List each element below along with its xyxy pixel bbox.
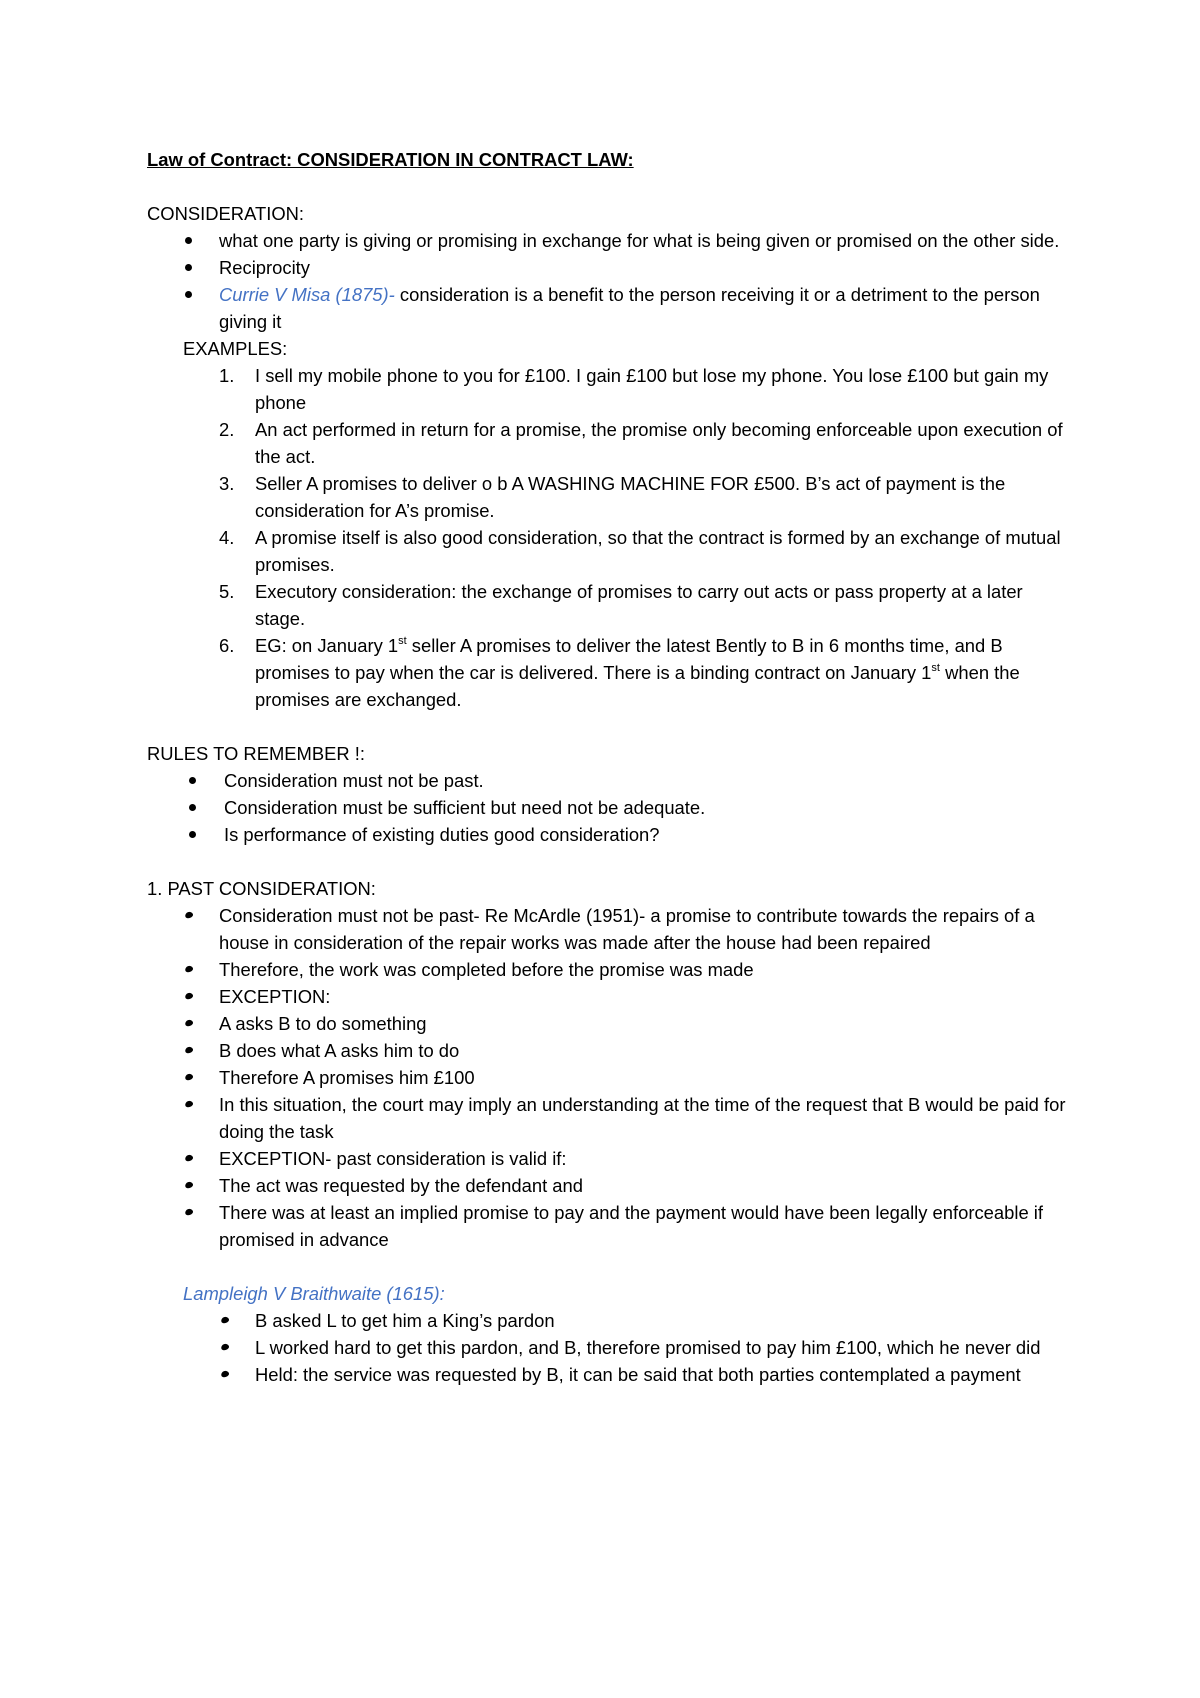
superscript: st [931, 661, 940, 674]
superscript: st [398, 634, 407, 647]
list-item [147, 281, 1067, 335]
past-consideration-heading: 1. PAST CONSIDERATION: [147, 878, 376, 899]
list-item [147, 470, 1067, 524]
consideration-heading: CONSIDERATION: [147, 203, 305, 224]
list-item: EXCEPTION- past consideration is valid if: [147, 1145, 1067, 1172]
list-item: EXCEPTION: [147, 983, 1067, 1010]
list-item: Held: the service was requested by B, it can be said that both parties contemplated a payment [147, 1361, 1067, 1388]
past-consideration-list [147, 902, 1067, 1253]
document-body [147, 146, 1067, 1388]
case-heading-lampleigh: Lampleigh V Braithwaite (1615): [183, 1283, 445, 1304]
item-number: 6. [219, 635, 235, 656]
examples-list [147, 362, 1067, 713]
examples-label: EXAMPLES: [183, 338, 288, 359]
example-text: A promise itself is also good consideration, so that the contract is formed by an exchange of mutual promises. [255, 527, 1061, 575]
list-item: Consideration must be sufficient but need not be adequate. [147, 794, 1067, 821]
list-item: Therefore A promises him £100 [147, 1064, 1067, 1091]
consideration-bullets [147, 227, 1067, 335]
spacer [147, 1253, 1067, 1280]
list-item: Therefore, the work was completed before the promise was made [147, 956, 1067, 983]
list-item: In this situation, the court may imply an understanding at the time of the request that B would be paid for doing the task [147, 1091, 1067, 1145]
rules-heading: RULES TO REMEMBER !: [147, 743, 366, 764]
list-item [147, 578, 1067, 632]
list-item [147, 416, 1067, 470]
currie-text: consideration is a benefit to the person receiving it or a detriment to the person giving it [219, 284, 1040, 332]
list-item [147, 362, 1067, 416]
list-item [147, 524, 1067, 578]
list-item [147, 632, 1067, 713]
list-item: The act was requested by the defendant and [147, 1172, 1067, 1199]
list-item: Consideration must not be past- Re McArdle (1951)- a promise to contribute towards the repairs of a house in consideration of the repair works was made after the house had been repaired [147, 902, 1067, 956]
list-item: Is performance of existing duties good consideration? [147, 821, 1067, 848]
spacer [147, 713, 1067, 740]
list-item: what one party is giving or promising in exchange for what is being given or promised on the other side. [147, 227, 1067, 254]
list-item: L worked hard to get this pardon, and B, therefore promised to pay him £100, which he never did [147, 1334, 1067, 1361]
example-text: An act performed in return for a promise, the promise only becoming enforceable upon execution of the act. [255, 419, 1063, 467]
list-item: B asked L to get him a King’s pardon [147, 1307, 1067, 1334]
list-item: A asks B to do something [147, 1010, 1067, 1037]
lampleigh-list [147, 1307, 1067, 1388]
example-text: Executory consideration: the exchange of promises to carry out acts or pass property at a later stage. [255, 581, 1023, 629]
case-citation-currie: Currie V Misa (1875)- [219, 284, 395, 305]
list-item: Consideration must not be past. [147, 767, 1067, 794]
item-number: 4. [219, 527, 235, 548]
example-text: I sell my mobile phone to you for £100. I gain £100 but lose my phone. You lose £100 but gain my phone [255, 365, 1049, 413]
item-number: 5. [219, 581, 235, 602]
rules-list [147, 767, 1067, 848]
example-text-part: when the promises are exchanged. [255, 662, 1020, 710]
example-text-part: EG: on January 1 [255, 635, 399, 656]
example-text-part: seller A promises to deliver the latest Bently to B in 6 months time, and B promises to pay when the car is delivered. There is a binding contract on January 1 [255, 635, 1003, 683]
example-text: Seller A promises to deliver o b A WASHING MACHINE FOR £500. B’s act of payment is the consideration for A’s promise. [255, 473, 1006, 521]
item-number: 3. [219, 473, 235, 494]
list-item: B does what A asks him to do [147, 1037, 1067, 1064]
list-item: Reciprocity [147, 254, 1067, 281]
list-item: There was at least an implied promise to pay and the payment would have been legally enforceable if promised in advance [147, 1199, 1067, 1253]
document-title: Law of Contract: CONSIDERATION IN CONTRACT LAW: [147, 149, 634, 170]
item-number: 2. [219, 419, 235, 440]
spacer [147, 848, 1067, 875]
item-number: 1. [219, 365, 235, 386]
